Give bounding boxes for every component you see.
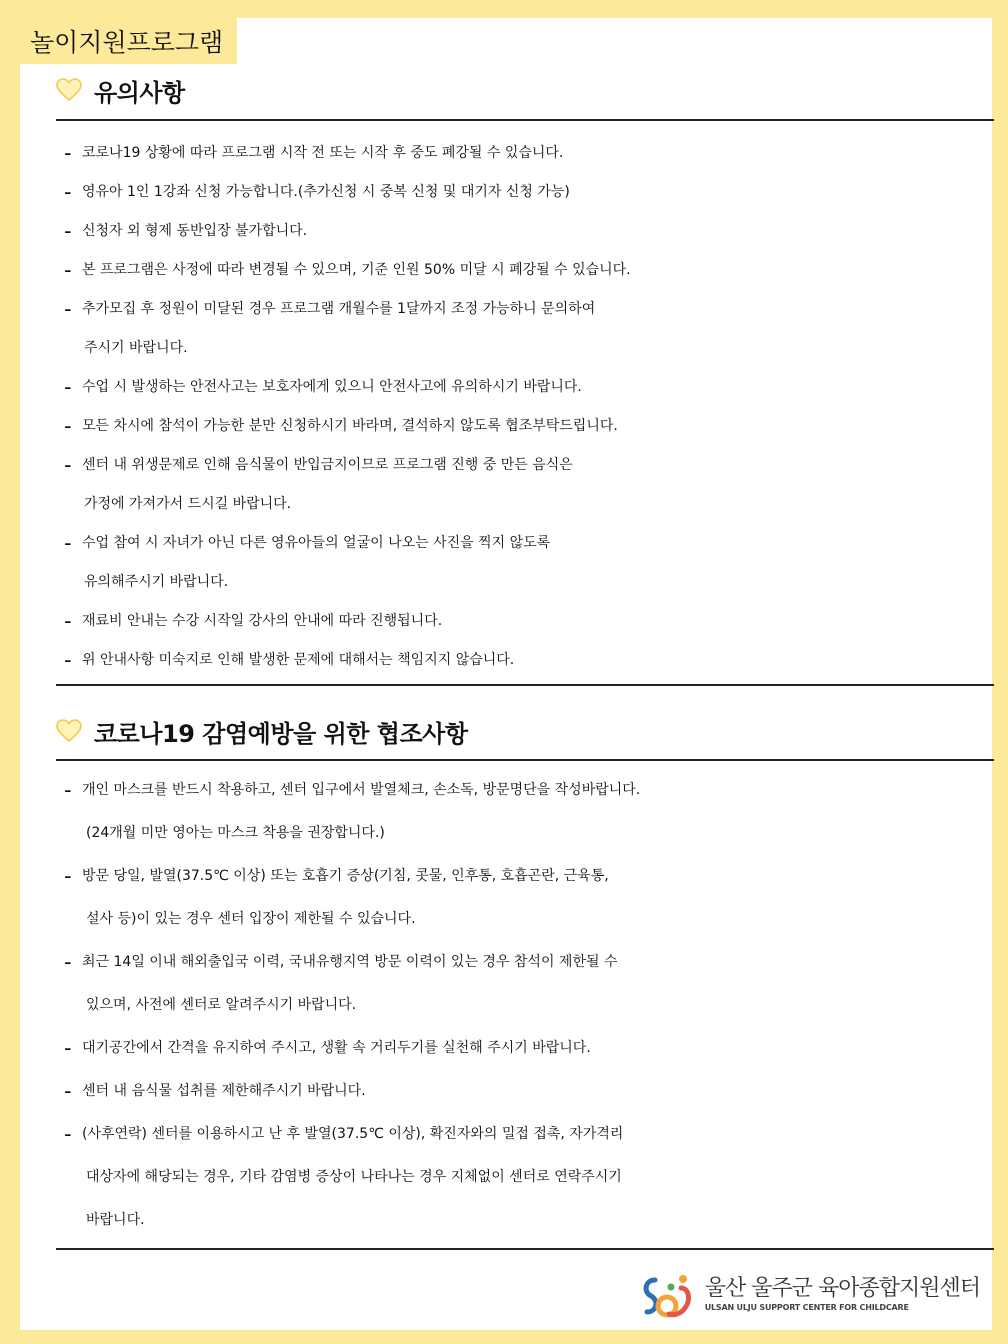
list-item-text: - 방문 당일, 발열(37.5℃ 이상) 또는 호흡기 증상(기침, 콧물, 인후통, 호흡곤란, 근육통, — [82, 868, 609, 884]
list-item-text: 있으며, 사전에 센터로 알려주시기 바랍니다. — [86, 997, 357, 1013]
list-item — [56, 173, 994, 212]
section-header — [56, 711, 994, 751]
center-logo — [641, 1270, 980, 1320]
list-item — [56, 212, 994, 251]
list-item-text: - 위 안내사항 미숙지로 인해 발생한 문제에 대해서는 책임지지 않습니다. — [82, 652, 515, 668]
notice-section — [56, 70, 994, 686]
list-item — [56, 769, 994, 855]
list-item-text: 가정에 가져가서 드시길 바랍니다. — [84, 496, 292, 512]
section-header — [56, 70, 994, 110]
org-name-en: ULSAN ULJU SUPPORT CENTER FOR CHILDCARE — [704, 1303, 909, 1312]
list-item-text: 설사 등)이 있는 경우 센터 입장이 제한될 수 있습니다. — [86, 911, 416, 927]
divider — [56, 684, 994, 686]
divider — [56, 1248, 994, 1250]
list-item-text: 주시기 바랍니다. — [84, 340, 188, 356]
program-tab-title: 놀이지원프로그램 — [20, 18, 237, 64]
list-item-text: - 개인 마스크를 반드시 착용하고, 센터 입구에서 발열체크, 손소독, 방문명단을 작성바랍니다. — [82, 782, 641, 798]
list-item-text: - 수업 시 발생하는 안전사고는 보호자에게 있으니 안전사고에 유의하시기 바랍니다. — [82, 379, 582, 395]
list-item-text: 대상자에 해당되는 경우, 기타 감염병 증상이 나타나는 경우 지체없이 센터로 연락주시기 — [86, 1169, 622, 1185]
list-item-text: - 수업 참여 시 자녀가 아닌 다른 영유아들의 얼굴이 나오는 사진을 찍지 않도록 — [82, 535, 551, 551]
list-item-text: - 대기공간에서 간격을 유지하여 주시고, 생활 속 거리두기를 실천해 주시기 바랍니다. — [82, 1040, 591, 1056]
list-item-text: - 재료비 안내는 수강 시작일 강사의 안내에 따라 진행됩니다. — [82, 613, 443, 629]
list-item-text: - 최근 14일 이내 해외출입국 이력, 국내유행지역 방문 이력이 있는 경우 참석이 제한될 수 — [82, 954, 618, 970]
notice-sheet — [20, 18, 992, 1330]
list-item-text: - 신청자 외 형제 동반입장 불가합니다. — [82, 223, 308, 239]
heart-icon — [56, 78, 82, 102]
list-item — [56, 1113, 994, 1242]
list-item — [56, 524, 994, 602]
list-item — [56, 368, 994, 407]
covid-section — [56, 711, 994, 1250]
divider — [56, 119, 994, 121]
list-item-text: (24개월 미만 영아는 마스크 착용을 권장합니다.) — [86, 825, 385, 841]
list-item-text: 바랍니다. — [86, 1212, 145, 1228]
list-item — [56, 251, 994, 290]
list-item — [56, 407, 994, 446]
list-item-text: - 추가모집 후 정원이 미달된 경우 프로그램 개월수를 1달까지 조정 가능하니 문의하여 — [82, 301, 596, 317]
list-item — [56, 641, 994, 680]
list-item-text: - (사후연락) 센터를 이용하시고 난 후 발열(37.5℃ 이상), 확진자와의 밀접 접촉, 자가격리 — [82, 1126, 624, 1142]
heart-icon — [56, 719, 82, 743]
list-item — [56, 855, 994, 941]
list-item-text: - 영유아 1인 1강좌 신청 가능합니다.(추가신청 시 중복 신청 및 대기자 신청 가능) — [82, 184, 570, 200]
list-item — [56, 446, 994, 524]
section-title: 유의사항 — [94, 78, 185, 107]
list-item-text: - 코로나19 상황에 따라 프로그램 시작 전 또는 시작 후 중도 폐강될 수 있습니다. — [82, 145, 564, 161]
notice-list — [56, 134, 994, 680]
list-item — [56, 1027, 994, 1070]
list-item — [56, 941, 994, 1027]
list-item-text: - 본 프로그램은 사정에 따라 변경될 수 있으며, 기준 인원 50% 미달 시 폐강될 수 있습니다. — [82, 262, 631, 278]
list-item — [56, 1070, 994, 1113]
covid-list — [56, 769, 994, 1242]
org-name-kr: 울산 울주군 육아종합지원센터 — [704, 1276, 980, 1301]
list-item-text: 유의해주시기 바랍니다. — [84, 574, 229, 590]
list-item-text: - 센터 내 위생문제로 인해 음식물이 반입금지이므로 프로그램 진행 중 만든 음식은 — [82, 457, 573, 473]
list-item — [56, 602, 994, 641]
list-item-text: - 센터 내 음식물 섭취를 제한해주시기 바랍니다. — [82, 1083, 366, 1099]
center-logo-icon — [641, 1270, 697, 1320]
divider — [56, 759, 994, 761]
section-title: 코로나19 감염예방을 위한 협조사항 — [94, 719, 468, 748]
list-item-text: - 모든 차시에 참석이 가능한 분만 신청하시기 바라며, 결석하지 않도록 협조부탁드립니다. — [82, 418, 618, 434]
list-item — [56, 290, 994, 368]
list-item — [56, 134, 994, 173]
